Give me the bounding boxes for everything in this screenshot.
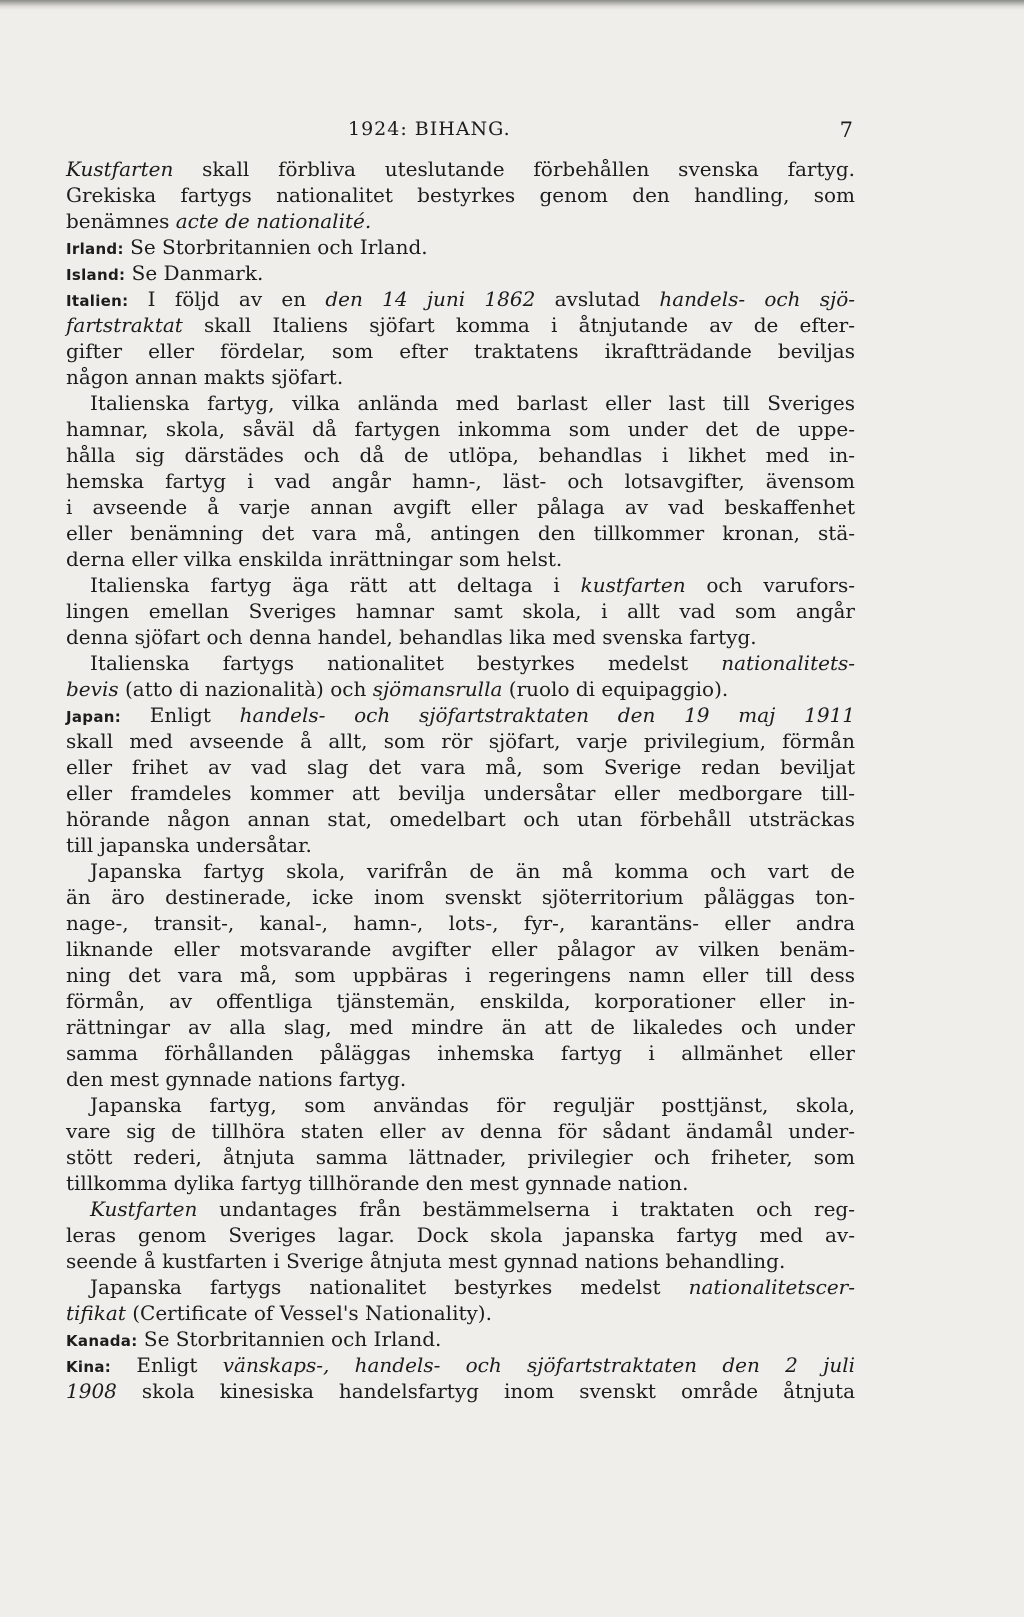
text-line [66, 1274, 855, 1300]
text-run: benämnes [66, 209, 176, 233]
text-run: i avseende å varje annan avgift eller pålaga av vad beskaffenhet [66, 495, 855, 519]
text-line [66, 1378, 855, 1404]
italic-text: den 14 juni 1862 [325, 287, 536, 311]
text-line [66, 338, 855, 364]
text-line [66, 468, 855, 494]
text-line [66, 546, 855, 572]
text-line [66, 624, 855, 650]
italic-text: handels- och sjö- [659, 287, 855, 311]
text-run: denna sjöfart och denna handel, behandlas lika med svenska fartyg. [66, 625, 757, 649]
text-line [66, 910, 855, 936]
italic-text: fartstraktat [66, 313, 183, 337]
italic-text: handels- och sjöfartstraktaten den 19 maj 1911 [239, 703, 856, 727]
italic-text: sjömansrulla [372, 677, 503, 701]
text-line [66, 156, 855, 182]
text-run: liknande eller motsvarande avgifter eller pålagor av vilken benäm- [66, 937, 855, 961]
text-run: förmån, av offentliga tjänstemän, enskilda, korporationer eller in- [66, 989, 855, 1013]
text-run: Japanska fartygs nationalitet bestyrkes medelst [90, 1275, 689, 1299]
text-line [66, 988, 855, 1014]
text-run: till japanska undersåtar. [66, 833, 312, 857]
text-line [66, 650, 855, 676]
text-run: derna eller vilka enskilda inrättningar som helst. [66, 547, 563, 571]
text-line [66, 1040, 855, 1066]
text-run: den mest gynnade nations fartyg. [66, 1067, 407, 1091]
text-line [66, 1352, 855, 1378]
text-run: Japanska fartyg skola, varifrån de än må komma och vart de [90, 859, 855, 883]
italic-text: bevis [66, 677, 119, 701]
italic-text: vänskaps-, handels- och sjöfartstraktaten den 2 juli [222, 1353, 855, 1377]
text-run: Se Danmark. [125, 261, 264, 285]
text-line [66, 364, 855, 390]
text-line [66, 676, 855, 702]
text-run: gifter eller fördelar, som efter traktatens ikraftträdande beviljas [66, 339, 855, 363]
text-run: eller framdeles kommer att bevilja undersåtar eller medborgare till- [66, 781, 855, 805]
text-line [66, 1248, 855, 1274]
italic-text: Kustfarten [66, 157, 174, 181]
italic-text: nationalitets- [721, 651, 855, 675]
text-run: I följd av en [128, 287, 326, 311]
text-line [66, 208, 855, 234]
text-run: (ruolo di equipaggio). [502, 677, 729, 701]
text-run: undantages från bestämmelserna i traktaten och reg- [197, 1197, 855, 1221]
text-run: Enligt [121, 703, 240, 727]
text-line [66, 312, 855, 338]
section-heading: Kina: [66, 1358, 112, 1376]
text-line [66, 390, 855, 416]
text-line [66, 1222, 855, 1248]
text-run: skall förbliva uteslutande förbehållen svenska fartyg. [173, 157, 855, 181]
text-run: Se Storbritannien och Irland. [137, 1327, 442, 1351]
text-line [66, 286, 855, 312]
text-line [66, 234, 855, 260]
text-line [66, 1014, 855, 1040]
text-run: tillkomma dylika fartyg tillhörande den mest gynnade nation. [66, 1171, 689, 1195]
text-line [66, 962, 855, 988]
text-line [66, 884, 855, 910]
text-line [66, 572, 855, 598]
text-run: samma förhållanden påläggas inhemska fartyg i allmänhet eller [66, 1041, 855, 1065]
text-run: Enligt [111, 1353, 223, 1377]
scan-edge [0, 0, 1024, 10]
text-run: Italienska fartyg, vilka anlända med barlast eller last till Sveriges [90, 391, 855, 415]
italic-text: nationalitetscer- [688, 1275, 855, 1299]
text-run: Grekiska fartygs nationalitet bestyrkes genom den handling, som [66, 183, 855, 207]
page-number: 7 [839, 118, 853, 142]
text-run: (atto di nazionalità) och [118, 677, 373, 701]
text-run: eller benämning det vara må, antingen den tillkommer kronan, stä- [66, 521, 855, 545]
text-line [66, 1118, 855, 1144]
text-run: vare sig de tillhöra staten eller av denna för sådant ändamål under- [66, 1119, 855, 1143]
text-line [66, 182, 855, 208]
text-line [66, 416, 855, 442]
text-line [66, 780, 855, 806]
text-line [66, 936, 855, 962]
text-run: och varufors- [685, 573, 856, 597]
text-line [66, 494, 855, 520]
running-header [68, 118, 853, 148]
section-heading: Island: [66, 266, 126, 284]
text-run: hålla sig därstädes och då de utlöpa, behandlas i likhet med in- [66, 443, 855, 467]
text-line [66, 260, 855, 286]
text-line [66, 1196, 855, 1222]
italic-text: kustfarten [580, 573, 686, 597]
text-run: eller frihet av vad slag det vara må, som Sverige redan beviljat [66, 755, 855, 779]
text-line [66, 858, 855, 884]
text-run: Se Storbritannien och Irland. [123, 235, 428, 259]
text-run: skola kinesiska handelsfartyg inom svenskt område åtnjuta [116, 1379, 855, 1403]
section-heading: Irland: [66, 240, 124, 258]
text-run: någon annan makts sjöfart. [66, 365, 344, 389]
text-line [66, 1066, 855, 1092]
text-run: Japanska fartyg, som användas för reguljär posttjänst, skola, [90, 1093, 855, 1117]
text-line [66, 1170, 855, 1196]
text-run: ning det vara må, som uppbäras i regeringens namn eller till dess [66, 963, 855, 987]
text-line [66, 1300, 855, 1326]
text-run: nage-, transit-, kanal-, hamn-, lots-, fyr-, karantäns- eller andra [66, 911, 855, 935]
text-run: hamnar, skola, såväl då fartygen inkomma som under det de uppe- [66, 417, 855, 441]
section-heading: Japan: [66, 708, 122, 726]
text-run: stött rederi, åtnjuta samma lättnader, privilegier och friheter, som [66, 1145, 855, 1169]
header-title: 1924: BIHANG. [348, 118, 511, 140]
text-run: hemska fartyg i vad angår hamn-, läst- och lotsavgifter, ävensom [66, 469, 855, 493]
text-run: Italienska fartyg äga rätt att deltaga i [90, 573, 581, 597]
text-line [66, 442, 855, 468]
text-line [66, 1326, 855, 1352]
text-run: hörande någon annan stat, omedelbart och utan förbehåll utsträckas [66, 807, 855, 831]
text-line [66, 598, 855, 624]
text-run: (Certificate of Vessel's Nationality). [125, 1301, 492, 1325]
italic-text: tifikat [66, 1301, 126, 1325]
text-run: Italienska fartygs nationalitet bestyrkes medelst [90, 651, 722, 675]
section-heading: Italien: [66, 292, 129, 310]
text-run: skall Italiens sjöfart komma i åtnjutande av de efter- [182, 313, 855, 337]
text-line [66, 520, 855, 546]
text-run: seende å kustfarten i Sverige åtnjuta mest gynnad nations behandling. [66, 1249, 786, 1273]
text-line [66, 832, 855, 858]
text-run: avslutad [535, 287, 660, 311]
italic-text: 1908 [66, 1379, 117, 1403]
text-line [66, 1092, 855, 1118]
text-run: lingen emellan Sveriges hamnar samt skola, i allt vad som angår [66, 599, 855, 623]
italic-text: Kustfarten [90, 1197, 198, 1221]
text-run: leras genom Sveriges lagar. Dock skola japanska fartyg med av- [66, 1223, 855, 1247]
section-heading: Kanada: [66, 1332, 138, 1350]
text-line [66, 754, 855, 780]
text-run: skall med avseende å allt, som rör sjöfart, varje privilegium, förmån [66, 729, 855, 753]
text-run: än äro destinerade, icke inom svenskt sjöterritorium påläggas ton- [66, 885, 855, 909]
italic-text: acte de nationalité. [175, 209, 372, 233]
text-line [66, 1144, 855, 1170]
text-line [66, 728, 855, 754]
text-line [66, 806, 855, 832]
body-text [66, 156, 855, 1404]
text-line [66, 702, 855, 728]
text-run: rättningar av alla slag, med mindre än att de likaledes och under [66, 1015, 855, 1039]
